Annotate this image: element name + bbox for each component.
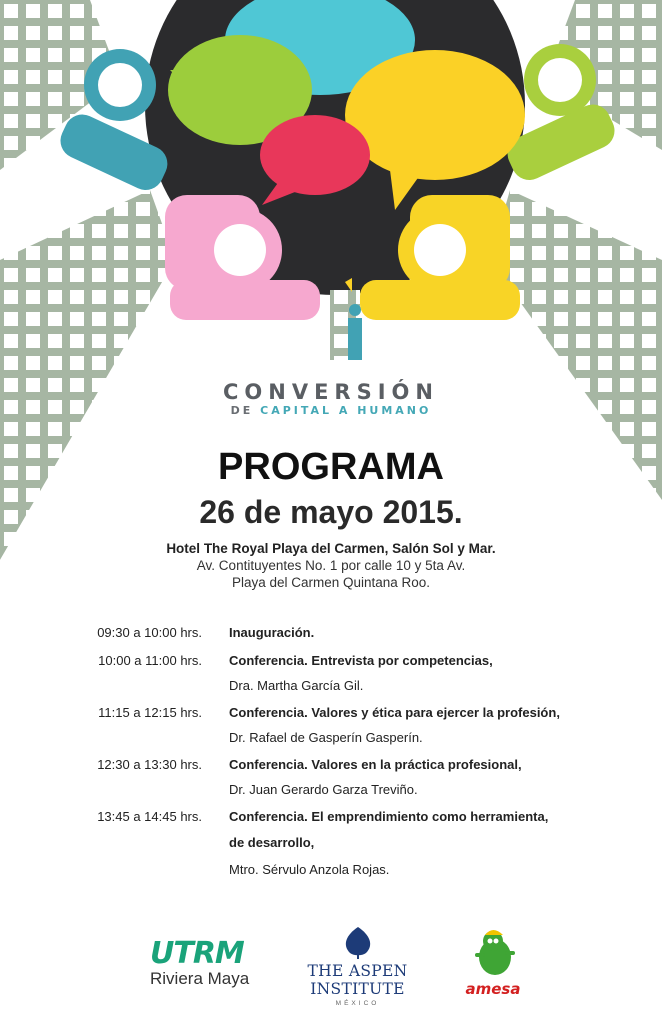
schedule-speaker: Dra. Martha García Gil. bbox=[229, 678, 364, 693]
utrm-logo bbox=[150, 936, 250, 989]
schedule-title: Inauguración. bbox=[229, 625, 315, 640]
schedule-title-continued: de desarrollo, bbox=[229, 835, 315, 850]
schedule-speaker: Dr. Rafael de Gasperín Gasperín. bbox=[229, 730, 423, 745]
schedule-title: Conferencia. Valores en la práctica profesional, bbox=[229, 757, 522, 772]
venue-address: Av. Contituyentes No. 1 por calle 10 y 5ta Av. bbox=[196, 558, 466, 573]
event-date: 26 de mayo 2015. bbox=[199, 494, 463, 530]
schedule-time: 10:00 a 11:00 hrs. bbox=[98, 653, 202, 668]
schedule-speaker: Mtro. Sérvulo Anzola Rojas. bbox=[229, 862, 390, 877]
aspen-subtitle: MÉXICO bbox=[335, 1000, 380, 1007]
amesa-logo bbox=[458, 927, 528, 998]
schedule-row bbox=[0, 705, 662, 725]
schedule-row bbox=[0, 757, 662, 777]
schedule-row bbox=[0, 730, 662, 750]
schedule-row bbox=[0, 678, 662, 698]
schedule-row bbox=[0, 625, 662, 645]
utrm-name: Riviera Maya bbox=[150, 969, 250, 988]
schedule-row bbox=[0, 835, 662, 855]
brand-subtitle: DE CAPITAL A HUMANO bbox=[230, 404, 432, 417]
schedule-time: 11:15 a 12:15 hrs. bbox=[98, 705, 202, 720]
brand-logo bbox=[0, 380, 662, 417]
utrm-mark: UTRM bbox=[150, 936, 244, 971]
aspen-title: THE ASPEN INSTITUTE bbox=[307, 962, 408, 998]
schedule-time: 13:45 a 14:45 hrs. bbox=[97, 809, 202, 824]
schedule-row bbox=[0, 862, 662, 882]
schedule-row bbox=[0, 809, 662, 829]
brand-title: CONVERSIÓN bbox=[223, 380, 439, 404]
venue-hotel: Hotel The Royal Playa del Carmen, Salón Sol y Mar. bbox=[166, 541, 496, 556]
page-title: PROGRAMA bbox=[218, 446, 444, 488]
amesa-mascot-icon bbox=[465, 927, 521, 979]
amesa-name: amesa bbox=[465, 980, 521, 998]
schedule-time: 12:30 a 13:30 hrs. bbox=[97, 757, 202, 772]
schedule-title: Conferencia. Entrevista por competencias, bbox=[229, 653, 493, 668]
schedule-title: Conferencia. El emprendimiento como herramienta, bbox=[229, 809, 549, 824]
aspen-logo bbox=[265, 925, 450, 1007]
schedule-row bbox=[0, 782, 662, 802]
aspen-leaf-icon bbox=[338, 925, 378, 959]
venue-city: Playa del Carmen Quintana Roo. bbox=[231, 575, 431, 590]
schedule-row bbox=[0, 653, 662, 673]
schedule-speaker: Dr. Juan Gerardo Garza Treviño. bbox=[229, 782, 418, 797]
conversion-logo-icon bbox=[330, 278, 362, 360]
schedule-time: 09:30 a 10:00 hrs. bbox=[97, 625, 202, 640]
venue-info bbox=[0, 540, 662, 591]
sponsor-logos bbox=[0, 925, 662, 1005]
schedule-title: Conferencia. Valores y ética para ejercer la profesión, bbox=[229, 705, 560, 720]
